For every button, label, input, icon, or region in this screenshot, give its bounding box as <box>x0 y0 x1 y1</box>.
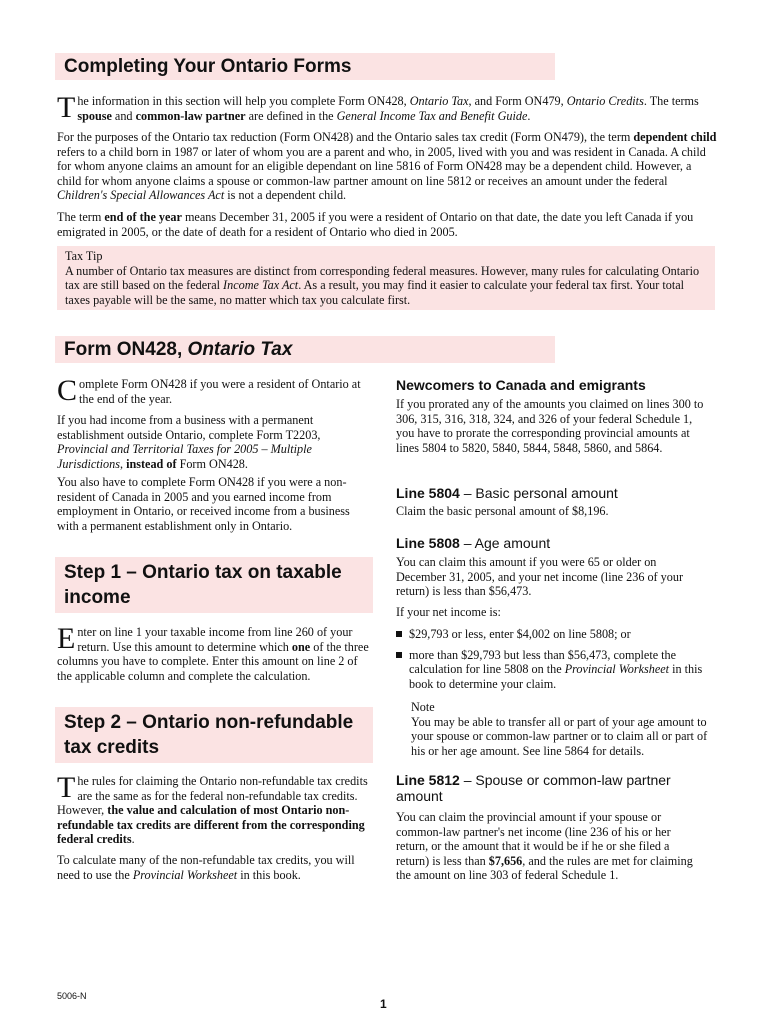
on428-intro-paragraph: Complete Form ON428 if you were a resident of Ontario at the end of the year. <box>57 374 361 407</box>
line5808-note <box>411 700 716 758</box>
line5808-paragraph: You can claim this amount if you were 65 or older on December 31, 2005, and your net income (line 236 of your return) is less than $56,473. <box>396 555 684 598</box>
step1-paragraph: Enter on line 1 your taxable income from line 260 of your return. Use this amount to determine which one of the three columns you have to complete. Enter this amount on line 2 of the applicable column and complete the calculation. <box>57 622 369 683</box>
step2-title: Step 2 – Ontario non-refundable tax credits <box>55 707 373 763</box>
line5804-paragraph: Claim the basic personal amount of $8,196. <box>396 504 609 518</box>
line5808-bullets <box>396 627 716 691</box>
page-number: 1 <box>380 997 387 1011</box>
drop-cap: T <box>57 771 76 804</box>
line5808-if-text: If your net income is: <box>396 605 501 619</box>
form-code: 5006-N <box>57 991 87 1001</box>
dependent-child-paragraph: For the purposes of the Ontario tax reduction (Form ON428) and the Ontario sales tax credit (Form ON479), the term dependent child refers to a child born in 1987 or later of whom you are a parent and who, in 2005, lived with you and was resident in Canada. A child for whom anyone claims an amount for an eligible dependant on line 5816 of Form ON428 may be a dependent child. However, a child for whom anyone claims a spouse or common-law partner amount on line 5812 or receives an amount under the federal Children's Special Allowances Act is not a dependent child. <box>57 130 717 202</box>
note-heading: Note <box>411 700 435 714</box>
tax-tip-text: A number of Ontario tax measures are distinct from corresponding federal measures. However, many rules for calculating Ontario tax are still based on the federal Income Tax Act. As a result, you may find it easier to calculate your federal tax first. Your total taxes payable will be the same, no matter which tax you calculate first. <box>65 263 700 307</box>
bullet-square-icon <box>396 652 402 658</box>
drop-cap: E <box>57 622 76 655</box>
step2-paragraph: The rules for claiming the Ontario non-refundable tax credits are the same as for the federal non-refundable tax credits. However, the value and calculation of most Ontario non-refundable tax credits are different from the corresponding federal credits. <box>57 771 368 846</box>
bullet-square-icon <box>396 631 402 637</box>
section-title-form-on428: Form ON428, Ontario Tax <box>55 336 555 363</box>
business-income-paragraph: If you had income from a business with a permanent establishment outside Ontario, complete Form T2203, Provincial and Territorial Taxes for 2005 – Multiple Jurisdictions, instead of Form ON428. <box>57 413 321 471</box>
note-text: You may be able to transfer all or part of your age amount to your spouse or common-law partner or to claim all or part of his or her age amount. See line 5864 for details. <box>411 714 708 758</box>
intro-paragraph: The information in this section will help you complete Form ON428, Ontario Tax, and Form ON479, Ontario Credits. The terms spouse and common-law partner are defined in the General Income Tax and Benefit Guide. <box>57 91 699 124</box>
list-item: more than $29,793 but less than $56,473, complete the calculation for line 5808 on the Provincial Worksheet in this book to determine your claim. <box>396 648 716 692</box>
tax-tip-heading: Tax Tip <box>65 249 103 263</box>
section-title-text: Completing Your Ontario Forms <box>64 56 352 77</box>
step2-worksheet-paragraph: To calculate many of the non-refundable tax credits, you will need to use the Provincial Worksheet in this book. <box>57 853 355 882</box>
newcomers-paragraph: If you prorated any of the amounts you claimed on lines 300 to 306, 315, 316, 318, 324, and 326 of your federal Schedule 1, you have to prorate the corresponding provincial amounts at lines 5804 to 5820, 5840, 5844, 5848, 5860, and 5864. <box>396 397 704 455</box>
line5804-heading: Line 5804 – Basic personal amount <box>396 485 618 501</box>
non-resident-paragraph: You also have to complete Form ON428 if you were a non-resident of Canada in 2005 and you earned income from employment in Ontario, or received income from a business with a permanent establishment only in Ontario. <box>57 475 350 533</box>
end-of-year-paragraph: The term end of the year means December 31, 2005 if you were a resident of Ontario on that date, the date you left Canada if you emigrated in 2005, or the date of death for a resident of Ontario who died in 2005. <box>57 210 694 239</box>
newcomers-heading: Newcomers to Canada and emigrants <box>396 377 646 393</box>
step1-title: Step 1 – Ontario tax on taxable income <box>55 557 373 613</box>
section-title-completing-forms <box>55 53 555 80</box>
list-item: $29,793 or less, enter $4,002 on line 5808; or <box>396 627 716 642</box>
drop-cap: T <box>57 91 76 124</box>
line5808-heading: Line 5808 – Age amount <box>396 535 551 551</box>
line5812-heading: Line 5812 – Spouse or common-law partner amount <box>396 772 671 804</box>
drop-cap: C <box>57 374 78 407</box>
tax-tip-box <box>57 246 715 310</box>
line5812-paragraph: You can claim the provincial amount if your spouse or common-law partner's net income (line 236 of his or her return, or the amount that it would be if he or she filed a return) is less than $7,656, and the rules are met for claiming the amount on line 303 of federal Schedule 1. <box>396 810 693 882</box>
